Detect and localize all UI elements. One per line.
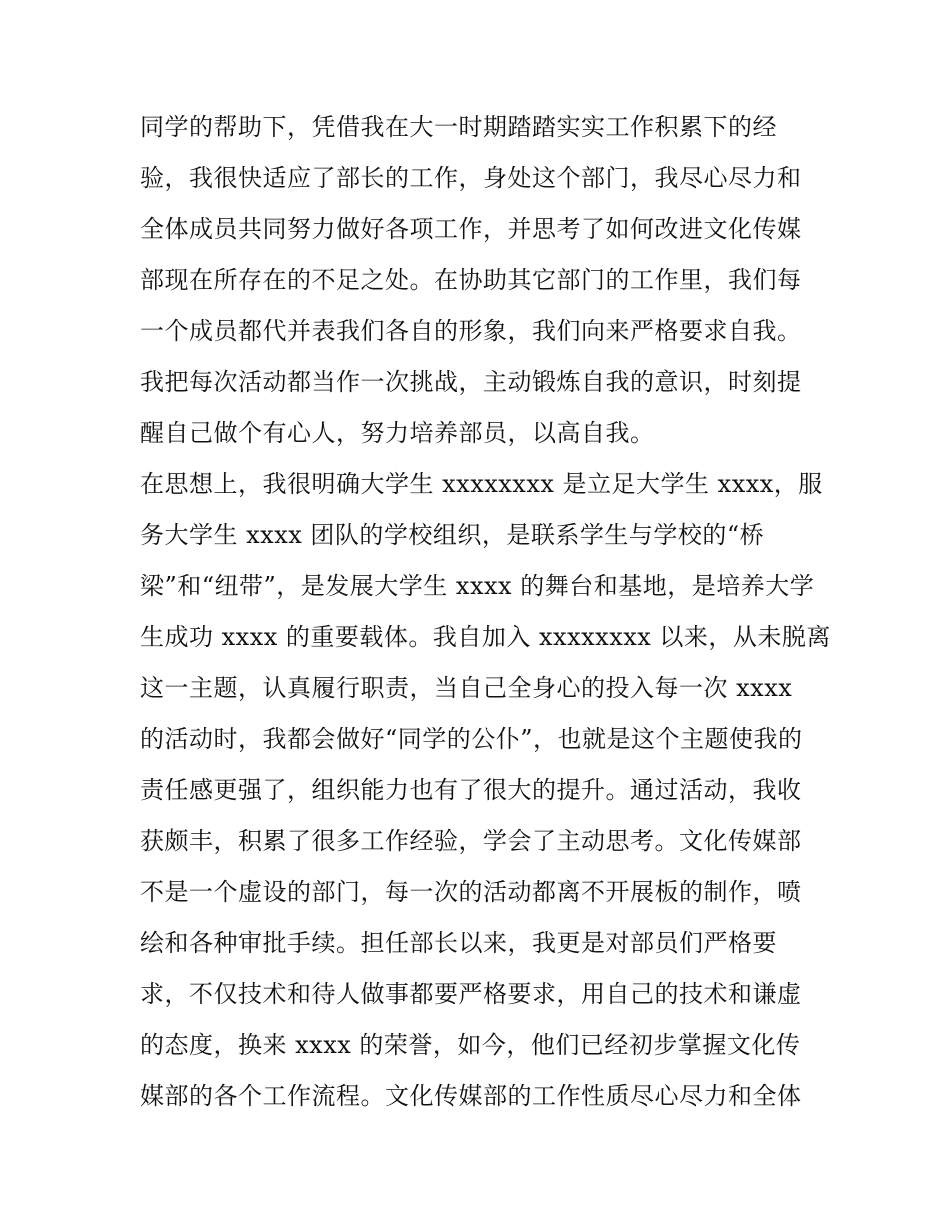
text-line: 不是一个虚设的部门，每一次的活动都离不开展板的制作，喷 — [140, 878, 802, 906]
text-line: 的态度，换来 xxxx 的荣誉，如今，他们已经初步掌握文化传 — [140, 1031, 801, 1059]
body-text — [140, 102, 830, 1122]
text-line: 全体成员共同努力做好各项工作，并思考了如何改进文化传媒 — [140, 215, 802, 243]
text-line: 生成功 xxxx 的重要载体。我自加入 xxxxxxxx 以来，从未脱离 — [140, 623, 831, 651]
text-line: 一个成员都代并表我们各自的形象，我们向来严格要求自我。 — [140, 317, 802, 345]
text-line: 梁”和“纽带”，是发展大学生 xxxx 的舞台和基地，是培养大学 — [140, 572, 815, 600]
text-line: 绘和各种审批手续。担任部长以来，我更是对部员们严格要 — [140, 929, 777, 957]
text-line: 醒自己做个有心人，努力培养部员，以高自我。 — [140, 419, 655, 447]
text-line: 媒部的各个工作流程。文化传媒部的工作性质尽心尽力和全体 — [140, 1082, 802, 1110]
text-line: 部现在所存在的不足之处。在协助其它部门的工作里，我们每 — [140, 266, 802, 294]
text-line: 责任感更强了，组织能力也有了很大的提升。通过活动，我收 — [140, 776, 802, 804]
text-line: 获颇丰，积累了很多工作经验，学会了主动思考。文化传媒部 — [140, 827, 802, 855]
text-line: 的活动时，我都会做好“同学的公仆”，也就是这个主题使我的 — [140, 725, 803, 753]
text-line: 这一主题，认真履行职责，当自己全身心的投入每一次 xxxx — [140, 674, 793, 702]
text-line: 求，不仅技术和待人做事都要严格要求，用自己的技术和谦虚 — [140, 980, 802, 1008]
text-line: 我把每次活动都当作一次挑战，主动锻炼自我的意识，时刻提 — [140, 368, 802, 396]
text-line: 同学的帮助下，凭借我在大一时期踏踏实实工作积累下的经 — [140, 113, 777, 141]
text-line: 务大学生 xxxx 团队的学校组织，是联系学生与学校的“桥 — [140, 521, 765, 549]
text-line: 在思想上，我很明确大学生 xxxxxxxx 是立足大学生 xxxx，服 — [140, 470, 823, 498]
text-line: 验，我很快适应了部长的工作，身处这个部门，我尽心尽力和 — [140, 164, 802, 192]
